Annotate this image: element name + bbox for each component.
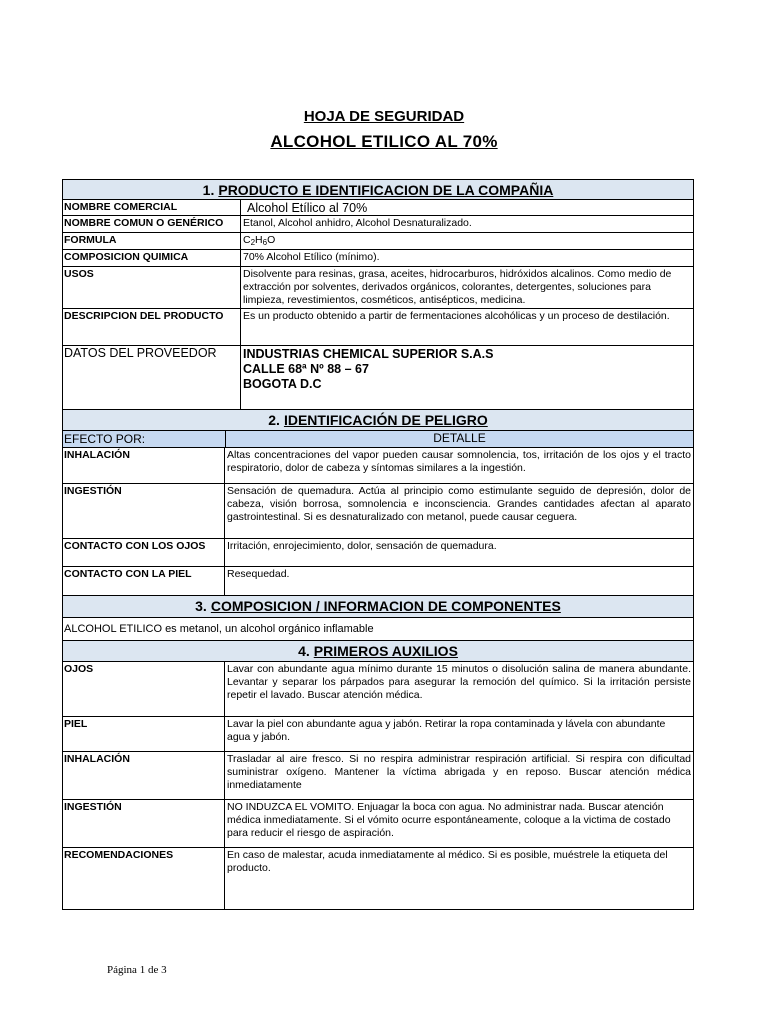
table-row [62, 233, 694, 250]
row-label: OJOS [63, 662, 225, 716]
formula-subscript: 2 [250, 238, 256, 247]
row-value: Disolvente para resinas, grasa, aceites, hidrocarburos, hidróxidos alcalinos. Como medio de extracción por solventes, derivados orgánicos, colorantes, detergentes, soluciones para limpieza, revestimientos, cosméticos, antisépticos, medicina. [243, 268, 672, 306]
section-4-header [62, 641, 694, 662]
row-label: NOMBRE COMERCIAL [63, 200, 241, 215]
section-title: COMPOSICION / INFORMACION DE COMPONENTES [210, 598, 561, 614]
table-row [62, 216, 694, 233]
table-row [62, 752, 694, 800]
row-label: NOMBRE COMUN O GENÉRICO [63, 216, 241, 232]
column-header-detail: DETALLE [225, 431, 693, 447]
row-label: INHALACIÓN [63, 752, 225, 799]
row-label: USOS [63, 267, 241, 308]
row-value: 70% Alcohol Etílico (mínimo). [243, 251, 380, 263]
row-value: Etanol, Alcohol anhidro, Alcohol Desnaturalizado. [243, 217, 472, 229]
table-row [62, 567, 694, 596]
table-row [62, 484, 694, 539]
document-title: HOJA DE SEGURIDAD [303, 108, 465, 125]
page-number: Página 1 de 3 [107, 964, 167, 976]
section-title: IDENTIFICACIÓN DE PELIGRO [283, 412, 488, 428]
row-value: Lavar con abundante agua mínimo durante 15 minutos o disolución salina de manera abundante. Levantar y separar los párpados para asegurar la remoción del químico. Si la irritación persiste repetir el lavado. Buscar atención médica. [227, 663, 691, 701]
table-row [62, 448, 694, 484]
table-row [62, 848, 694, 910]
table-row [62, 309, 694, 346]
row-value: Alcohol Etílico al 70% [247, 201, 368, 215]
row-label: DATOS DEL PROVEEDOR [63, 346, 241, 409]
formula-part: C [243, 234, 251, 246]
table-row [62, 200, 694, 216]
supplier-details [241, 346, 693, 393]
section-3-header [62, 596, 694, 618]
row-label: PIEL [63, 717, 225, 751]
supplier-city: BOGOTA D.C [243, 377, 322, 391]
formula-value [241, 233, 693, 250]
row-value: Irritación, enrojecimiento, dolor, sensación de quemadura. [227, 540, 497, 552]
row-label: INHALACIÓN [63, 448, 225, 483]
section-number: 2. [268, 412, 280, 428]
table-row [62, 539, 694, 567]
document-subtitle: ALCOHOL ETILICO AL 70% [270, 132, 498, 151]
row-value: Es un producto obtenido a partir de fermentaciones alcohólicas y un proceso de destilación. [243, 310, 670, 322]
section-1-header [62, 179, 694, 200]
row-label: FORMULA [63, 233, 241, 249]
formula-part: H [255, 234, 263, 246]
row-label: COMPOSICION QUIMICA [63, 250, 241, 266]
row-label: INGESTIÓN [63, 484, 225, 538]
row-label: INGESTIÓN [63, 800, 225, 847]
formula-subscript: 6 [262, 238, 268, 247]
formula-part: O [267, 234, 276, 246]
table-row [62, 346, 694, 410]
table-row [62, 662, 694, 717]
supplier-address: CALLE 68ª Nº 88 – 67 [243, 362, 369, 376]
section-title: PRIMEROS AUXILIOS [313, 643, 458, 659]
table-row [62, 717, 694, 752]
table-row [62, 267, 694, 309]
row-value: Trasladar al aire fresco. Si no respira administrar respiración artificial. Si respira con dificultad suministrar oxígeno. Mantener la víctima abrigada y en reposo. Buscar atención médica inmediatamente [227, 753, 691, 791]
section-title: PRODUCTO E IDENTIFICACION DE LA COMPAÑIA [218, 182, 554, 198]
table-row [62, 800, 694, 848]
row-label: RECOMENDACIONES [63, 848, 225, 909]
column-header-effect: EFECTO POR: [64, 432, 146, 446]
row-value: NO INDUZCA EL VOMITO. Enjuagar la boca con agua. No administrar nada. Buscar atención médica inmediatamente. Si el vómito ocurre espontáneamente, coloque a la victima de costado para reducir el riesgo de aspiración. [227, 801, 671, 839]
section-number: 1. [202, 182, 215, 198]
composition-text: ALCOHOL ETILICO es metanol, un alcohol orgánico inflamable [62, 618, 694, 641]
row-label: CONTACTO CON LOS OJOS [63, 539, 225, 566]
row-label: CONTACTO CON LA PIEL [63, 567, 225, 595]
row-label: DESCRIPCION DEL PRODUCTO [63, 309, 241, 345]
supplier-name: INDUSTRIAS CHEMICAL SUPERIOR S.A.S [243, 347, 494, 361]
section-number: 3. [195, 598, 207, 614]
table-row [62, 250, 694, 267]
row-value: Sensación de quemadura. Actúa al principio como estimulante seguido de depresión, dolor de cabeza, visión borrosa, somnolencia e inconsciencia. Grandes cantidades afectan al aparato gastrointestinal. Si es desnaturalizado con metanol, puede causar ceguera. [227, 485, 691, 523]
column-headers [62, 431, 694, 448]
row-value: En caso de malestar, acuda inmediatamente al médico. Si es posible, muéstrele la etiqueta del producto. [227, 849, 668, 874]
row-value: Lavar la piel con abundante agua y jabón. Retirar la ropa contaminada y lávela con abundante agua y jabón. [227, 718, 666, 743]
row-value: Resequedad. [227, 568, 290, 580]
row-value: Altas concentraciones del vapor pueden causar somnolencia, tos, irritación de los ojos y el tracto respiratorio, dolor de cabeza y síntomas similares a la ingestión. [227, 449, 691, 474]
section-2-header [62, 410, 694, 431]
section-number: 4. [298, 643, 310, 659]
